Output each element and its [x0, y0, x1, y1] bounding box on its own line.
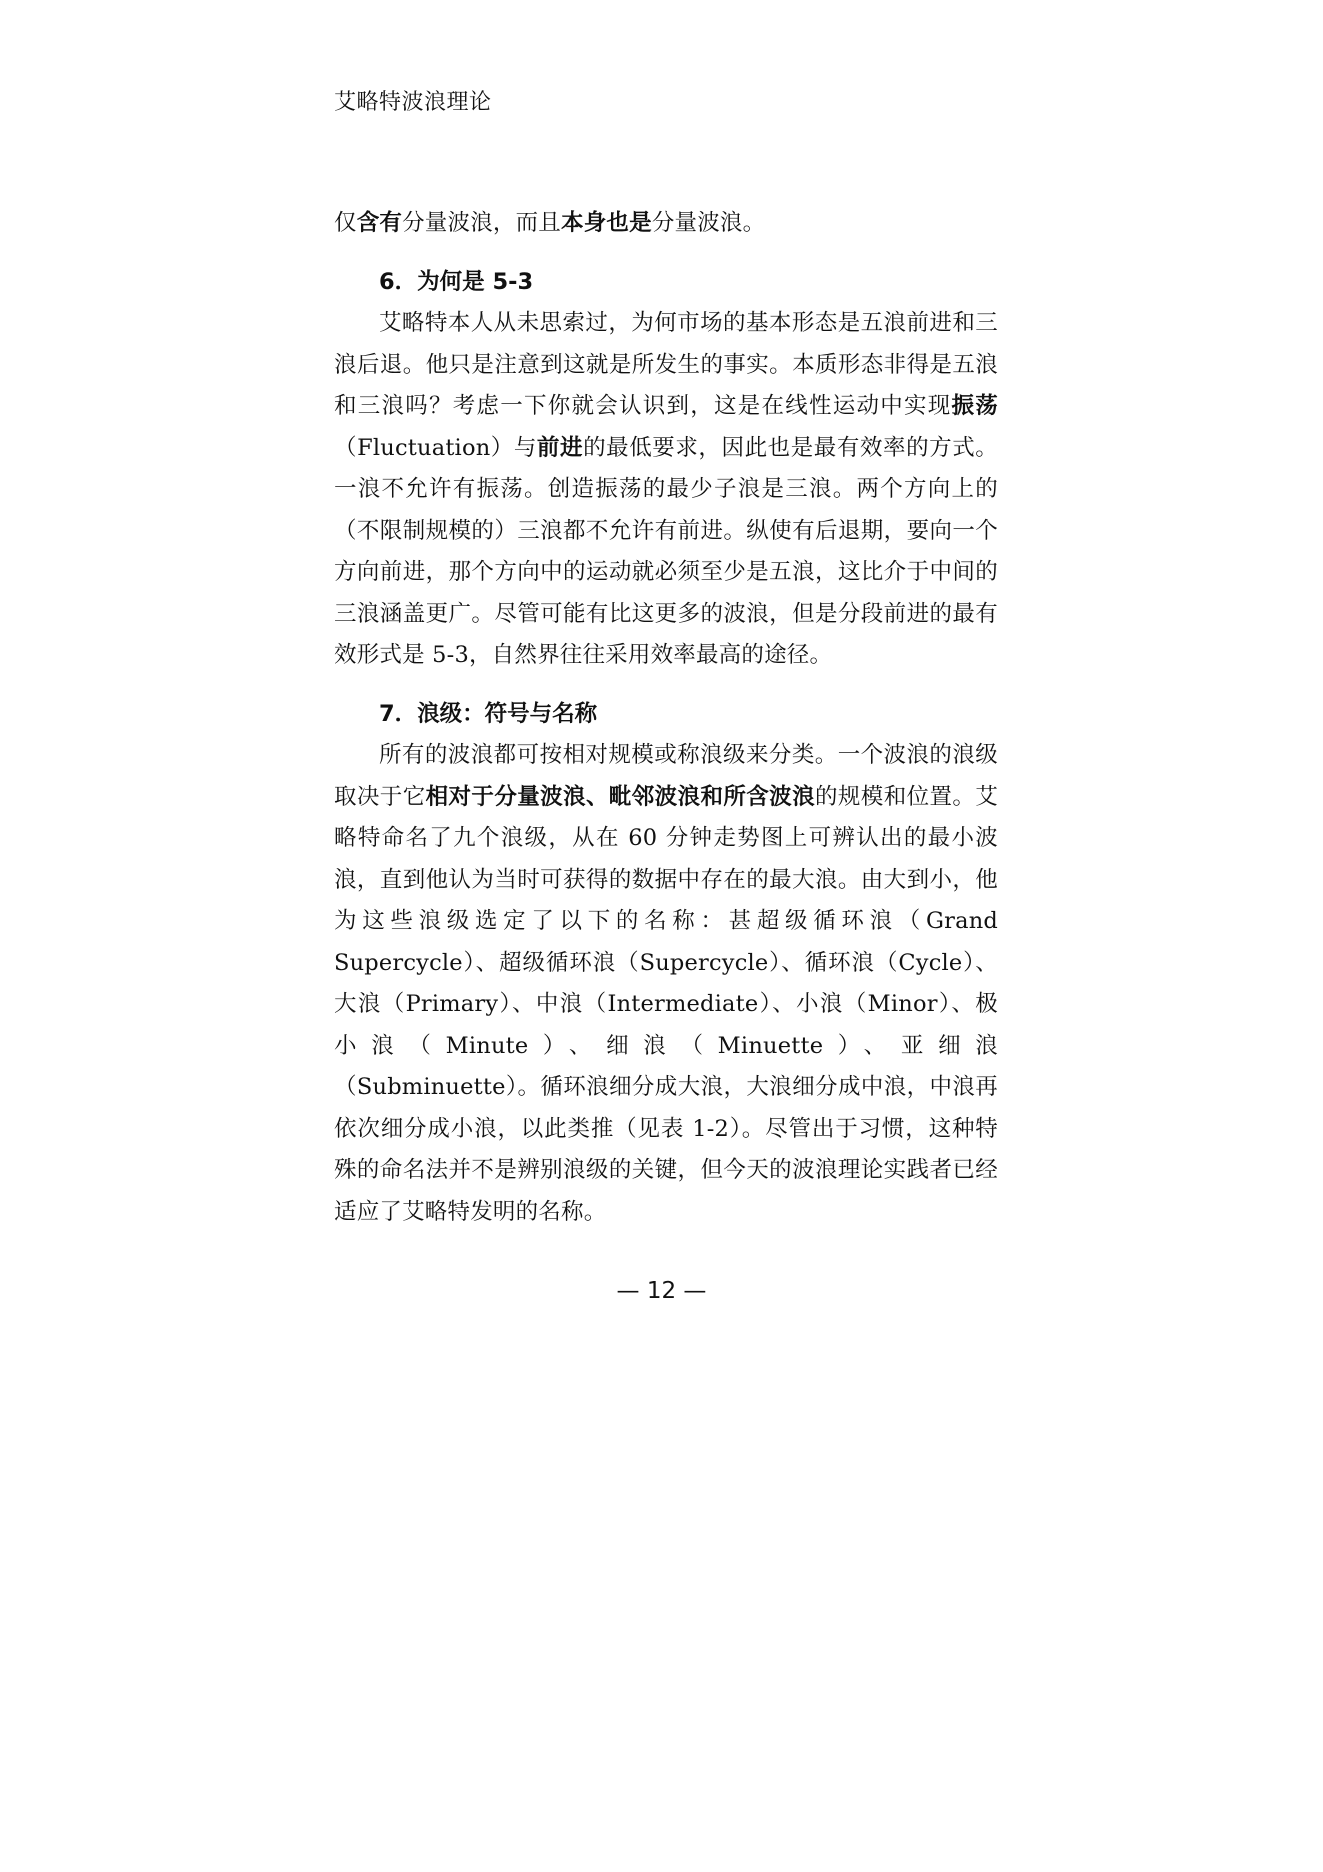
bold-term: 相对于分量波浪、毗邻波浪和所含波浪: [425, 783, 815, 810]
bold-term: 含有: [356, 210, 403, 236]
page-body: [334, 203, 998, 1233]
text-run: 分量波浪。: [651, 210, 766, 236]
text-run: （Fluctuation）与: [334, 434, 537, 461]
text-run: 的最低要求，因此也是最有效率的方式。一浪不允许有振荡。创造振荡的最少子浪是三浪。两个方向上的（不限制规模的）三浪都不允许有前进。纵使有后退期，要向一个方向前进，那个方向中的运动就必须至少是五浪，这比介于中间的三浪涵盖更广。尽管可能有比这更多的波浪，但是分段前进的最有效形式是 5-3，自然界往往采用效率最高的途径。: [334, 434, 998, 668]
text-run: 艾略特本人从未思索过，为何市场的基本形态是五浪前进和三浪后退。他只是注意到这就是所发生的事实。本质形态非得是五浪和三浪吗？考虑一下你就会认识到，这是在线性运动中实现: [334, 310, 998, 419]
text-run: 所有的波浪都可按相对规模或称浪级来分类。一个波浪的浪级取决于它: [334, 742, 998, 810]
text-run: 的规模和位置。艾略特命名了九个浪级，从在 60 分钟走势图上可辨认出的最小波浪，直到他认为当时可获得的数据中存在的最大浪。由大到小，他为这些浪级选定了以下的名称：甚超级循环浪（Grand Supercycle）、超级循环浪（Supercycle）、循环浪（Cycle）、大浪（Primary）、中浪（Intermediate）、小浪（Minor）、极小浪（Minute）、细浪（Minuette）、亚细浪（Subminuette）。循环浪细分成大浪，大浪细分成中浪，中浪再依次细分成小浪，以此类推（见表 1-2）。尽管出于习惯，这种特殊的命名法并不是辨别浪级的关键，但今天的波浪理论实践者已经适应了艾略特发明的名称。: [334, 783, 999, 1225]
text-run: 分量波浪，而且: [402, 210, 562, 236]
text-run: 仅: [334, 210, 357, 236]
page-number: — 12 —: [616, 1278, 707, 1304]
bold-term: 前进: [536, 434, 584, 461]
bold-term: 本身也是: [561, 210, 652, 236]
running-header: 艾略特波浪理论: [334, 90, 492, 115]
paragraph-continuation: [334, 203, 998, 245]
section-heading-7: 7．浪级：符号与名称: [379, 700, 598, 727]
section-7-paragraph: [334, 735, 998, 1233]
section-heading-6: 6．为何是 5-3: [379, 268, 534, 295]
section-6-paragraph: [334, 303, 998, 677]
bold-term: 振荡: [951, 393, 998, 419]
